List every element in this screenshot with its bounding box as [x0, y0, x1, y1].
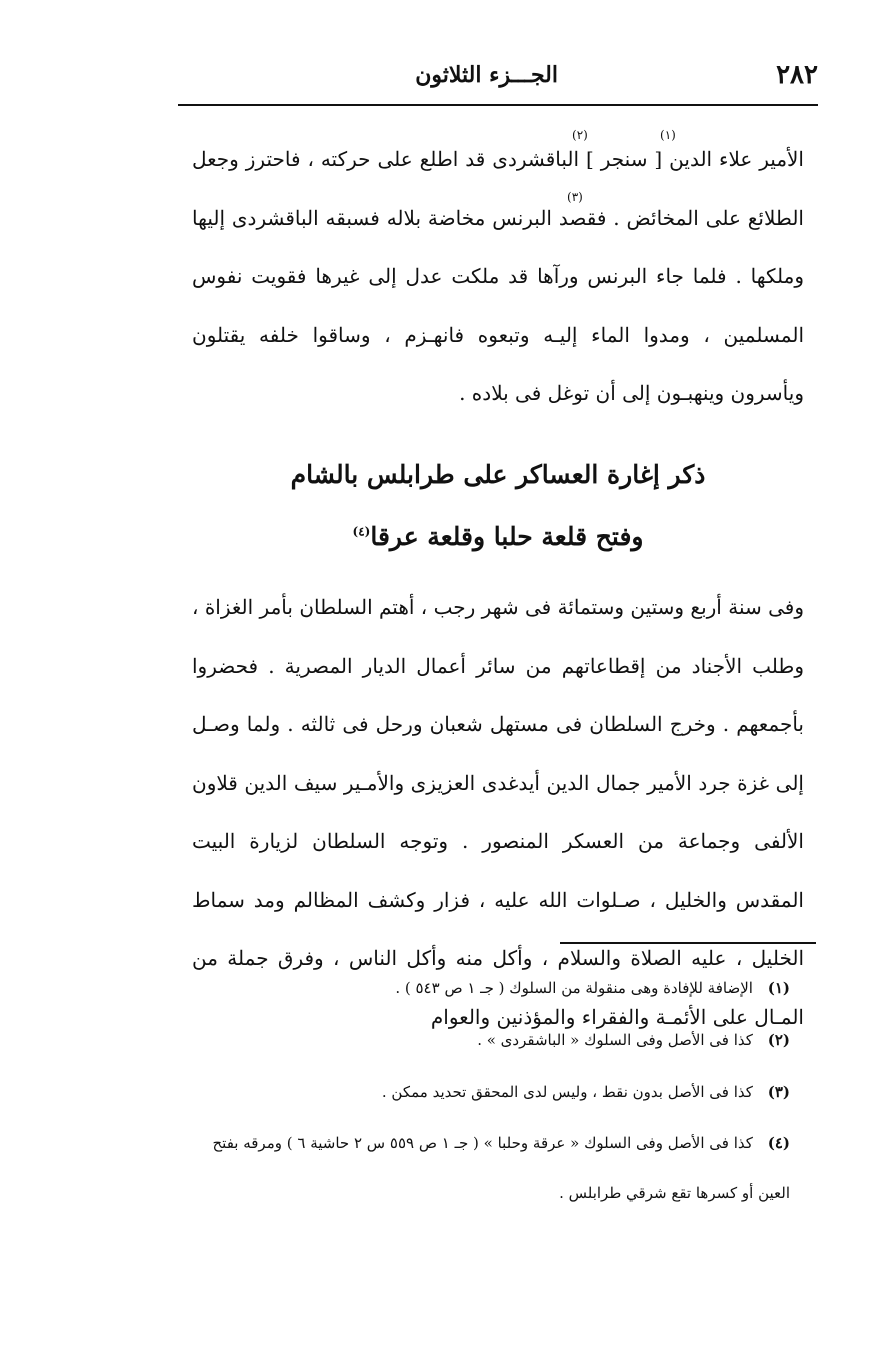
header-rule [178, 104, 818, 106]
footnote-1 [190, 962, 790, 1014]
footnote-4 [190, 1118, 790, 1218]
footnote-1-text: الإضافة للإفادة وهى منقولة من السلوك ( جـ ١ ص ٥٤٣ ) . [395, 979, 753, 997]
note-ref-4: (٤) [352, 524, 371, 539]
paragraph-2-text: وفى سنة أربع وستين وستمائة فى شهر رجب ، أهتم السلطان بأمر الغزاة ، وطلب الأجناد من إقطاعاتهم من سائر أعمال الديار المصرية . فحضروا بأجمعهم . وخرج السلطان فى مستهل شعبان ورحل فى ثالثه . ولما وصـل إلى غزة جرد الأمير جمال الدين أيدغدى العزيزى والأمـير سيف الدين قلاون الألفى وجماعة من العسكر المنصور . وتوجه السلطان لزيارة البيت المقدس والخليل ، صـلوات الله عليه ، فزار وكشف المظالم ومد سماط الخليل ، عليه الصلاة والسلام ، وأكل منه وأكل الناس ، وفرق جملة من المـال على الأئمـة والفقراء والمؤذنين والعوام [192, 595, 804, 1029]
footnote-3 [190, 1066, 790, 1118]
footnote-2 [190, 1014, 790, 1066]
body-paragraph-1 [192, 130, 804, 423]
footnote-3-number: (٣) [767, 1083, 790, 1101]
running-title: الجـــزء الثلاثون [415, 62, 558, 88]
note-ref-2: (٢) [572, 128, 588, 142]
footnote-2-text: كذا فى الأصل وفى السلوك « الباشقردى » . [477, 1031, 753, 1049]
footnote-4-text: كذا فى الأصل وفى السلوك « عرقة وحلبا » ( جـ ١ ص ٥٥٩ س ٢ حاشية ٦ ) ومرقه بفتح العين أو كسرها تقع شرقي طرابلس . [212, 1134, 790, 1202]
page-number: ٢٨٢ [776, 60, 818, 90]
footnote-4-number: (٤) [767, 1134, 790, 1152]
footnotes [190, 962, 790, 1218]
note-ref-3: (٣) [567, 190, 583, 204]
section-heading-line-2-text: وفتح قلعة حلبا وقلعة عرقا [370, 522, 644, 551]
paragraph-1-text: الأمير علاء الدين [ سنجر ] الباقشردى قد اطلع على حركته ، فاحترز وجعل الطلائع على المخائض . فقصد البرنس مخاضة بلاله فسبقه الباقشردى إليها وملكها . فلما جاء البرنس ورآها قد ملكت عدل إلى غيرها فقويت نفوس المسلمين ، ومدوا الماء إليـه وتبعوه فانهـزم ، وساقوا خلفه يقتلون ويأسرون وينهبـون إلى أن توغل فى بلاده . [192, 147, 804, 405]
running-header [178, 60, 818, 100]
section-heading-line-1: ذكر إغارة العساكر على طرابلس بالشام [290, 460, 706, 489]
section-heading-line-2 [192, 522, 804, 551]
footnote-1-number: (١) [767, 979, 790, 997]
footnote-rule [560, 942, 816, 944]
footnote-3-text: كذا فى الأصل بدون نقط ، وليس لدى المحقق تحديد ممكن . [381, 1083, 753, 1101]
footnote-2-number: (٢) [767, 1031, 790, 1049]
note-ref-1: (١) [660, 128, 676, 142]
